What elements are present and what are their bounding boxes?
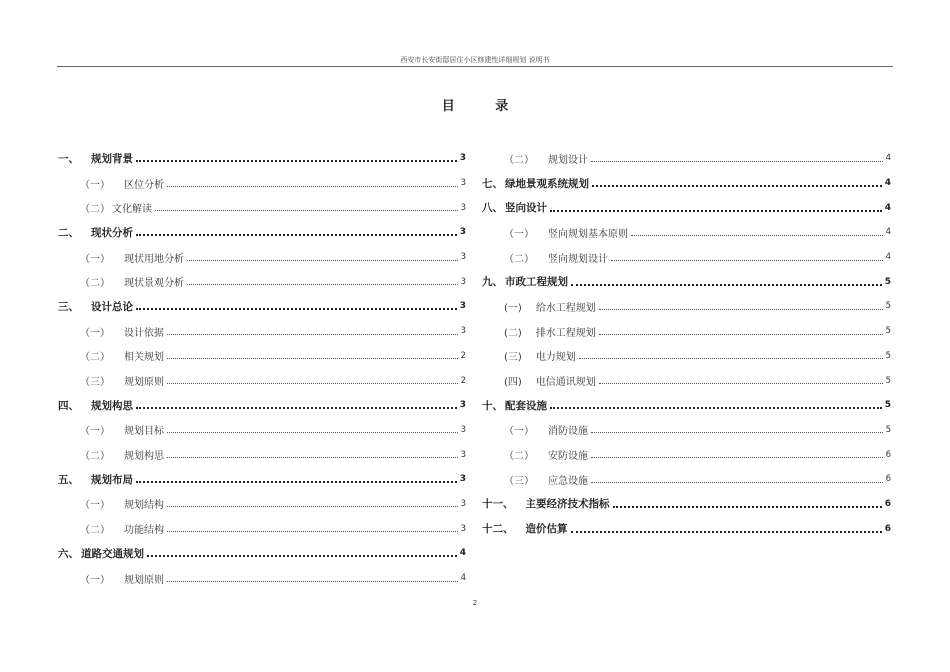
dot-leader [571,531,882,533]
toc-entry-page: 4 [459,548,466,559]
toc-entry-number: （三） [80,377,110,389]
toc-entry-number: 二、 [58,226,79,239]
toc-entry-label: 消防设施 [548,426,588,438]
toc-entry-page: 4 [884,178,891,189]
dot-leader [631,235,883,236]
toc-entry-page: 3 [460,178,466,189]
dot-leader [167,358,458,359]
toc-entry-label: 主要经济技术指标 [525,498,610,511]
toc-entry-label: 规划原则 [124,377,164,389]
toc-entry-number: （一） [504,426,534,438]
toc-entry-number: （二） [80,204,110,216]
toc-left-column [58,146,466,590]
toc-entry[interactable] [58,344,466,369]
toc-entry-label: 现状分析 [91,226,133,239]
toc-entry-page: 6 [884,498,891,509]
dot-leader [167,457,458,458]
toc-entry-number: 十二、 [482,523,514,536]
toc-title: 目 录 [441,99,527,114]
dot-leader [136,407,457,409]
toc-entry-number: (三) [504,352,522,364]
toc-entry[interactable] [482,442,891,467]
toc-entry-number: （二） [80,525,110,537]
toc-entry-number: 七、 [482,177,503,190]
dot-leader [591,432,883,433]
toc-entry[interactable] [58,467,466,492]
dot-leader [550,407,882,409]
toc-entry-label: 现状景观分析 [124,278,184,290]
toc-entry[interactable] [58,220,466,245]
dot-leader [187,284,458,285]
toc-entry-label: 配套设施 [505,399,547,412]
toc-entry-page: 5 [885,375,891,386]
toc-entry-number: (四) [504,377,522,389]
dot-leader [167,506,458,507]
toc-entry-number: 十一、 [482,498,514,511]
toc-entry-number: 十、 [482,399,503,412]
toc-entry-label: 排水工程规划 [535,327,596,339]
dot-leader [591,457,883,458]
toc-entry-label: 竖向规划基本原则 [548,228,628,240]
toc-entry[interactable] [58,146,466,171]
dot-leader [611,260,883,261]
toc-entry-label: 文化解读 [112,204,152,216]
toc-entry-label: 规划布局 [91,473,133,486]
toc-entry-number: (一) [504,302,522,314]
toc-entry-page: 3 [460,326,466,337]
toc-entry-label: 区位分析 [124,179,164,191]
toc-entry[interactable] [482,344,891,369]
toc-entry-number: 八、 [482,202,503,215]
dot-leader [167,186,458,187]
toc-entry-number: （二） [504,451,534,463]
toc-entry-number: 三、 [58,300,79,313]
toc-entry-number: （一） [504,228,534,240]
toc-entry[interactable] [58,269,466,294]
toc-entry-label: 规划背景 [91,152,133,165]
toc-entry-page: 3 [460,523,466,534]
dot-leader [147,555,457,557]
toc-entry[interactable] [58,442,466,467]
toc-entry-page: 3 [459,474,466,485]
toc-entry-page: 3 [459,153,466,164]
toc-entry-number: （二） [80,451,110,463]
toc-entry-page: 5 [885,350,891,361]
toc-entry-label: 应急设施 [548,475,588,487]
toc-entry-page: 3 [460,424,466,435]
toc-entry[interactable] [58,393,466,418]
toc-entry-number: （一） [80,426,110,438]
dot-leader [167,432,458,433]
toc-entry[interactable] [482,516,891,541]
toc-entry-page: 2 [460,350,466,361]
toc-entry-page: 5 [884,400,891,411]
dot-leader [136,308,457,310]
toc-entry-page: 6 [885,474,891,485]
toc-entry[interactable] [58,319,466,344]
toc-entry[interactable] [58,195,466,220]
toc-right-column [482,146,891,541]
toc-entry-page: 3 [459,400,466,411]
toc-entry-page: 4 [460,573,466,584]
page-number: 2 [472,599,478,607]
toc-entry[interactable] [482,467,891,492]
toc-entry-label: 设计依据 [124,327,164,339]
toc-entry[interactable] [482,492,891,517]
toc-entry-page: 3 [459,301,466,312]
dot-leader [550,210,882,212]
dot-leader [591,482,883,483]
toc-entry-page: 5 [885,326,891,337]
toc-entry-number: （二） [504,253,534,265]
toc-entry-label: 道路交通规划 [81,547,144,560]
toc-entry-number: （三） [504,475,534,487]
toc-entry[interactable] [482,146,891,171]
toc-entry-label: 给水工程规划 [535,302,596,314]
toc-entry-label: 规划目标 [124,426,164,438]
toc-entry-number: 五、 [58,473,79,486]
toc-entry-page: 6 [885,449,891,460]
toc-entry-page: 4 [885,227,891,238]
toc-entry-page: 5 [885,301,891,312]
toc-entry-label: 规划构思 [124,451,164,463]
toc-entry-number: （一） [80,253,110,265]
toc-entry-number: （一） [80,500,110,512]
dot-leader [599,334,883,335]
toc-entry[interactable] [482,319,891,344]
dot-leader [136,234,457,236]
dot-leader [167,581,458,582]
toc-entry-number: （一） [80,179,110,191]
toc-entry-page: 3 [460,498,466,509]
toc-entry-label: 功能结构 [124,525,164,537]
toc-entry[interactable] [482,368,891,393]
toc-entry[interactable] [482,220,891,245]
toc-entry-page: 2 [460,375,466,386]
toc-entry-page: 6 [884,523,891,534]
dot-leader [167,383,458,384]
toc-entry[interactable] [58,418,466,443]
toc-entry-page: 4 [885,153,891,164]
dot-leader [571,284,882,286]
dot-leader [579,358,883,359]
toc-entry[interactable] [58,368,466,393]
toc-entry-label: 规划构思 [91,399,133,412]
toc-entry-label: 竖向设计 [505,202,547,215]
toc-entry-number: （二） [80,278,110,290]
toc-entry-page: 3 [460,449,466,460]
toc-entry[interactable] [482,269,891,294]
dot-leader [167,334,458,335]
toc-entry[interactable] [58,541,466,566]
dot-leader [155,210,458,211]
dot-leader [599,383,883,384]
toc-entry-number: （一） [80,327,110,339]
toc-entry[interactable] [58,171,466,196]
toc-entry[interactable] [482,195,891,220]
header-divider [57,66,893,67]
dot-leader [613,506,882,508]
toc-entry-label: 市政工程规划 [505,276,568,289]
toc-entry-page: 3 [460,252,466,263]
toc-entry[interactable] [482,294,891,319]
toc-entry[interactable] [482,245,891,270]
toc-entry-number: 一、 [58,152,79,165]
toc-entry-label: 竖向规划设计 [548,253,608,265]
toc-entry-number: （一） [80,574,110,586]
toc-entry-label: 电信通讯规划 [535,377,596,389]
toc-entry[interactable] [58,492,466,517]
toc-entry-number: （二） [504,154,534,166]
toc-entry[interactable] [58,294,466,319]
toc-entry[interactable] [482,171,891,196]
toc-entry-page: 4 [885,252,891,263]
toc-entry-page: 3 [460,202,466,213]
toc-entry-page: 5 [885,424,891,435]
toc-entry-label: 规划结构 [124,500,164,512]
dot-leader [187,260,458,261]
toc-entry-label: 规划设计 [548,154,588,166]
toc-entry-number: 九、 [482,276,503,289]
toc-entry[interactable] [482,393,891,418]
toc-entry[interactable] [58,245,466,270]
dot-leader [167,531,458,532]
toc-entry-label: 造价估算 [525,523,568,536]
toc-entry-label: 相关规划 [124,352,164,364]
toc-entry-page: 3 [459,227,466,238]
toc-entry-label: 规划原则 [124,574,164,586]
toc-entry-label: 绿地景观系统规划 [505,177,589,190]
toc-entry-label: 电力规划 [535,352,576,364]
toc-entry-number: （二） [80,352,110,364]
toc-entry-page: 5 [884,276,891,287]
toc-entry-label: 现状用地分析 [124,253,184,265]
toc-entry-number: 四、 [58,399,79,412]
running-header: 西安市长安街邸居住小区修建性详细规划 说明书 [400,56,550,64]
dot-leader [599,309,883,310]
toc-entry-label: 设计总论 [91,300,133,313]
toc-entry-page: 4 [884,202,891,213]
toc-entry[interactable] [58,566,466,591]
dot-leader [136,160,457,162]
toc-entry[interactable] [58,516,466,541]
toc-entry-number: (二) [504,327,522,339]
dot-leader [592,185,882,187]
dot-leader [136,481,457,483]
toc-entry-page: 3 [460,276,466,287]
toc-entry-label: 安防设施 [548,451,588,463]
toc-entry[interactable] [482,418,891,443]
toc-entry-number: 六、 [58,547,79,560]
dot-leader [591,161,883,162]
